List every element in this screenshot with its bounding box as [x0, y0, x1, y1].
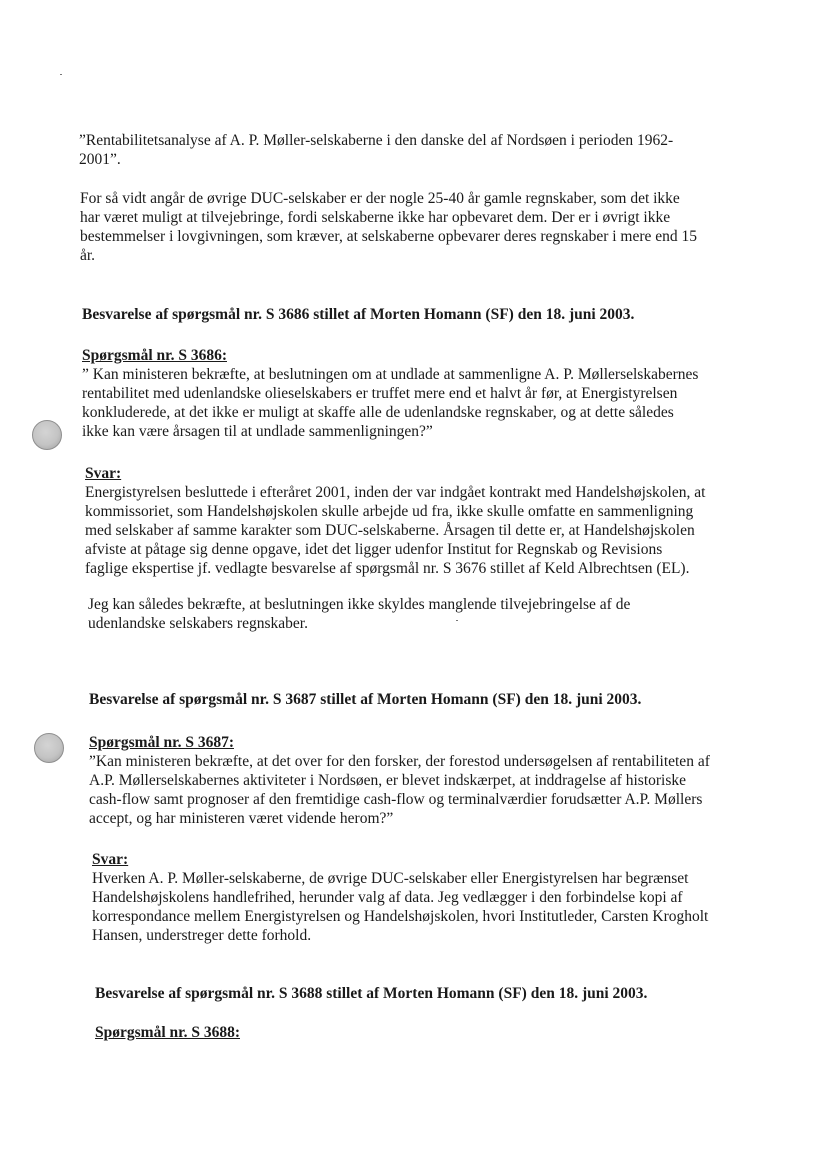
intro-title-line: ”Rentabilitetsanalyse af A. P. Møller-selskaberne i den danske del af Nordsøen i perioden 1962- — [79, 132, 674, 149]
question-line: A.P. Møllerselskabernes aktiviteter i Nordsøen, er blevet indskærpet, at inddragelse af historiske — [89, 772, 687, 789]
question-label: Spørgsmål nr. S 3687: — [89, 734, 234, 751]
answer-line: korrespondance mellem Energistyrelsen og Handelshøjskolen, hvori Institutleder, Carsten Krogholt — [92, 908, 709, 925]
answer-label: Svar: — [92, 851, 129, 868]
punch-hole-top — [32, 420, 62, 450]
answer-label: Svar: — [85, 465, 122, 482]
answer-line: afviste at påtage sig denne opgave, idet det ligger udenfor Institut for Regnskab og Revisions — [85, 541, 663, 558]
intro-paragraph-line: bestemmelser i lovgivningen, som kræver, at selskaberne opbevarer deres regnskaber i mere end 15 — [80, 228, 698, 245]
question-s3688 — [95, 1023, 595, 1042]
question-line: ” Kan ministeren bekræfte, at beslutningen om at undlade at sammenligne A. P. Møllerselskabernes — [82, 366, 699, 383]
answer-line: Energistyrelsen besluttede i efteråret 2001, inden der var indgået kontrakt med Handelshøjskolen, at — [85, 484, 706, 501]
question-s3687 — [89, 733, 765, 828]
section-heading-s3686: Besvarelse af spørgsmål nr. S 3686 stillet af Morten Homann (SF) den 18. juni 2003. — [82, 306, 635, 323]
question-label: Spørgsmål nr. S 3688: — [95, 1024, 240, 1041]
scan-speck — [60, 74, 62, 75]
question-line: cash-flow samt prognoser af den fremtidige cash-flow og terminalværdier forudsætter A.P. Møllers — [89, 791, 703, 808]
answer-line: udenlandske selskabers regnskaber. — [88, 615, 308, 632]
answer-line: Jeg kan således bekræfte, at beslutningen ikke skyldes manglende tilvejebringelse af de — [88, 596, 631, 613]
answer-line: Hverken A. P. Møller-selskaberne, de øvrige DUC-selskaber eller Energistyrelsen har begrænset — [92, 870, 689, 887]
punch-hole-bottom — [34, 733, 64, 763]
intro-paragraph-line: år. — [80, 247, 96, 264]
question-s3686 — [82, 346, 758, 441]
question-line: ikke kan være årsagen til at undlade sammenligningen?” — [82, 423, 433, 440]
question-line: ”Kan ministeren bekræfte, at det over for den forsker, der forestod undersøgelsen af rentabiliteten af — [89, 753, 710, 770]
answer-s3686 — [85, 464, 761, 578]
intro-paragraph-line: For så vidt angår de øvrige DUC-selskaber er der nogle 25-40 år gamle regnskaber, som det ikke — [80, 190, 680, 207]
answer-line: faglige ekspertise jf. vedlagte besvarelse af spørgsmål nr. S 3676 stillet af Keld Albrechtsen (EL). — [85, 560, 690, 577]
answer-s3686-conclusion — [88, 595, 762, 633]
intro-paragraph-line: har været muligt at tilvejebringe, fordi selskaberne ikke har opbevaret dem. Der er i øvrigt ikke — [80, 209, 671, 226]
question-line: konkluderede, at det ikke er muligt at skaffe alle de udenlandske regnskaber, og at dette således — [82, 404, 674, 421]
intro-title — [79, 131, 739, 169]
answer-line: med selskaber af samme karakter som DUC-selskaberne. Årsagen til dette er, at Handelshøjskolen — [85, 522, 695, 539]
intro-title-line: 2001”. — [79, 151, 121, 168]
question-line: accept, og har ministeren været vidende herom?” — [89, 810, 394, 827]
answer-line: kommissoriet, som Handelshøjskolen skulle arbejde ud fra, ikke skulle omfatte en sammenligning — [85, 503, 694, 520]
section-heading-s3687: Besvarelse af spørgsmål nr. S 3687 stillet af Morten Homann (SF) den 18. juni 2003. — [89, 691, 642, 708]
question-label: Spørgsmål nr. S 3686: — [82, 347, 227, 364]
intro-paragraph — [80, 189, 752, 265]
question-line: rentabilitet med udenlandske olieselskabers er truffet mere end et halvt år før, at Energistyrelsen — [82, 385, 678, 402]
answer-line: Handelshøjskolens handlefrihed, herunder valg af data. Jeg vedlægger i den forbindelse kopi af — [92, 889, 683, 906]
section-heading-s3688: Besvarelse af spørgsmål nr. S 3688 stillet af Morten Homann (SF) den 18. juni 2003. — [95, 985, 648, 1002]
answer-line: Hansen, understreger dette forhold. — [92, 927, 312, 944]
answer-s3687 — [92, 850, 768, 945]
